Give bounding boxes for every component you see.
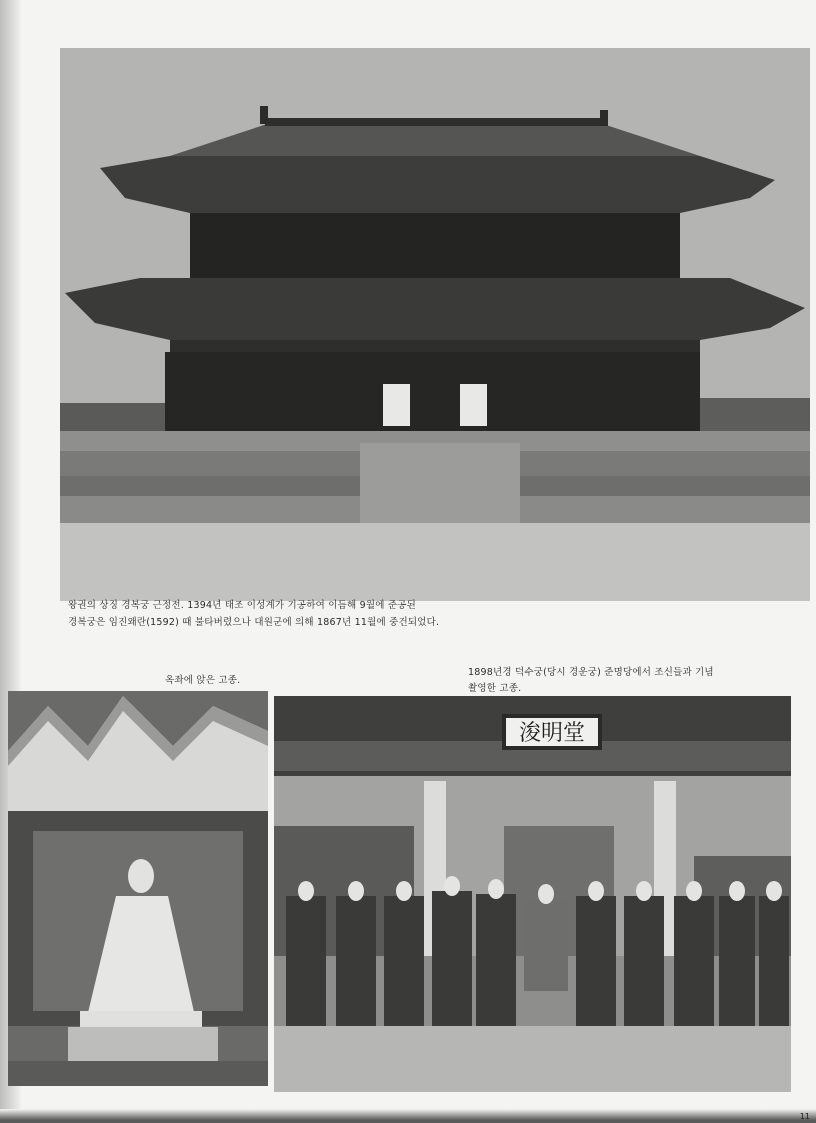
junmyeongdang-group-photo xyxy=(274,696,791,1092)
page-number: 11 xyxy=(799,1112,810,1121)
signboard-text: 浚明堂 xyxy=(518,721,586,746)
right-caption-line-1: 1898년경 덕수궁(당시 경운궁) 준명당에서 조신들과 기념 xyxy=(468,667,714,678)
top-caption-line-1: 왕권의 상징 경복궁 근정전. 1394년 태조 이성계가 기공하여 이듬해 9월에 준공된 xyxy=(68,600,416,611)
right-caption-line-2: 촬영한 고종. xyxy=(468,683,522,694)
geunjeongjeon-photo xyxy=(60,48,810,601)
page-bottom-edge xyxy=(0,1109,816,1123)
left-caption: 옥좌에 앉은 고종. xyxy=(165,675,241,686)
top-caption-line-2: 경복궁은 임진왜란(1592) 때 불타버렸으나 대원군에 의해 1867년 11월에 중건되었다. xyxy=(68,617,440,628)
gojong-throne-photo xyxy=(8,691,268,1086)
